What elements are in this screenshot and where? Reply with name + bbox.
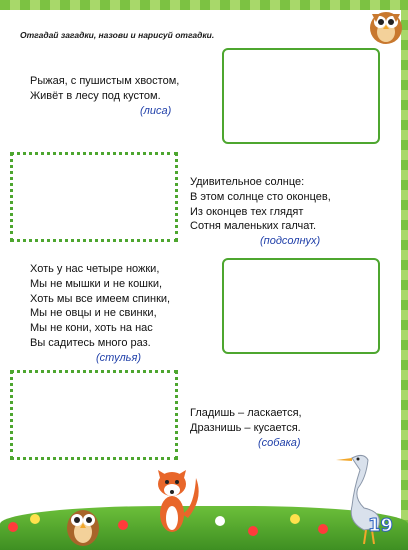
riddle-line: Дразнишь – кусается. xyxy=(190,421,301,434)
fox-icon xyxy=(148,458,204,538)
flower-icon xyxy=(290,514,300,524)
riddle-dog xyxy=(190,406,302,450)
instruction-text: Отгадай загадки, назови и нарисуй отгадки. xyxy=(20,30,215,40)
flower-icon xyxy=(30,514,40,524)
drawing-box-3[interactable] xyxy=(222,258,380,354)
riddle-line: Удивительное солнце: xyxy=(190,176,305,188)
riddle-line: Живёт в лесу под кустом. xyxy=(30,89,161,102)
riddle-sunflower xyxy=(190,175,331,249)
flower-icon xyxy=(318,524,328,534)
riddle-line: Мы не овцы и не свинки, xyxy=(30,307,157,320)
riddle-answer: (собака) xyxy=(258,436,301,449)
riddle-line: В этом солнце сто оконцев, xyxy=(190,190,331,203)
drawing-box-4[interactable] xyxy=(10,370,178,460)
flower-icon xyxy=(215,516,225,526)
riddle-fox xyxy=(30,74,179,118)
riddle-answer: (стулья) xyxy=(96,351,141,364)
riddle-line: Мы не мышки и не кошки, xyxy=(30,277,163,290)
riddle-line: Хоть мы все имеем спинки, xyxy=(30,292,171,305)
flower-icon xyxy=(8,522,18,532)
owl-icon xyxy=(60,500,106,548)
right-border xyxy=(401,0,408,550)
riddle-line: Вы садитесь много раз. xyxy=(30,336,151,349)
flower-icon xyxy=(248,526,258,536)
riddle-answer: (лиса) xyxy=(140,104,172,117)
riddle-line: Сотня маленьких галчат. xyxy=(190,220,317,233)
riddle-line: Рыжая, с пушистым хвостом, xyxy=(30,75,180,87)
riddle-line: Хоть у нас четыре ножки, xyxy=(30,263,160,275)
flower-icon xyxy=(118,520,128,530)
riddle-line: Гладишь – ласкается, xyxy=(190,407,302,419)
riddle-answer: (подсолнух) xyxy=(260,235,321,248)
riddle-chairs xyxy=(30,262,170,366)
drawing-box-2[interactable] xyxy=(10,152,178,242)
riddle-line: Мы не кони, хоть на нас xyxy=(30,322,153,335)
drawing-box-1[interactable] xyxy=(222,48,380,144)
riddle-line: Из оконцев тех глядят xyxy=(190,205,304,218)
owl-icon xyxy=(360,0,408,46)
page-number: 19 xyxy=(368,515,394,536)
top-border xyxy=(0,0,408,10)
